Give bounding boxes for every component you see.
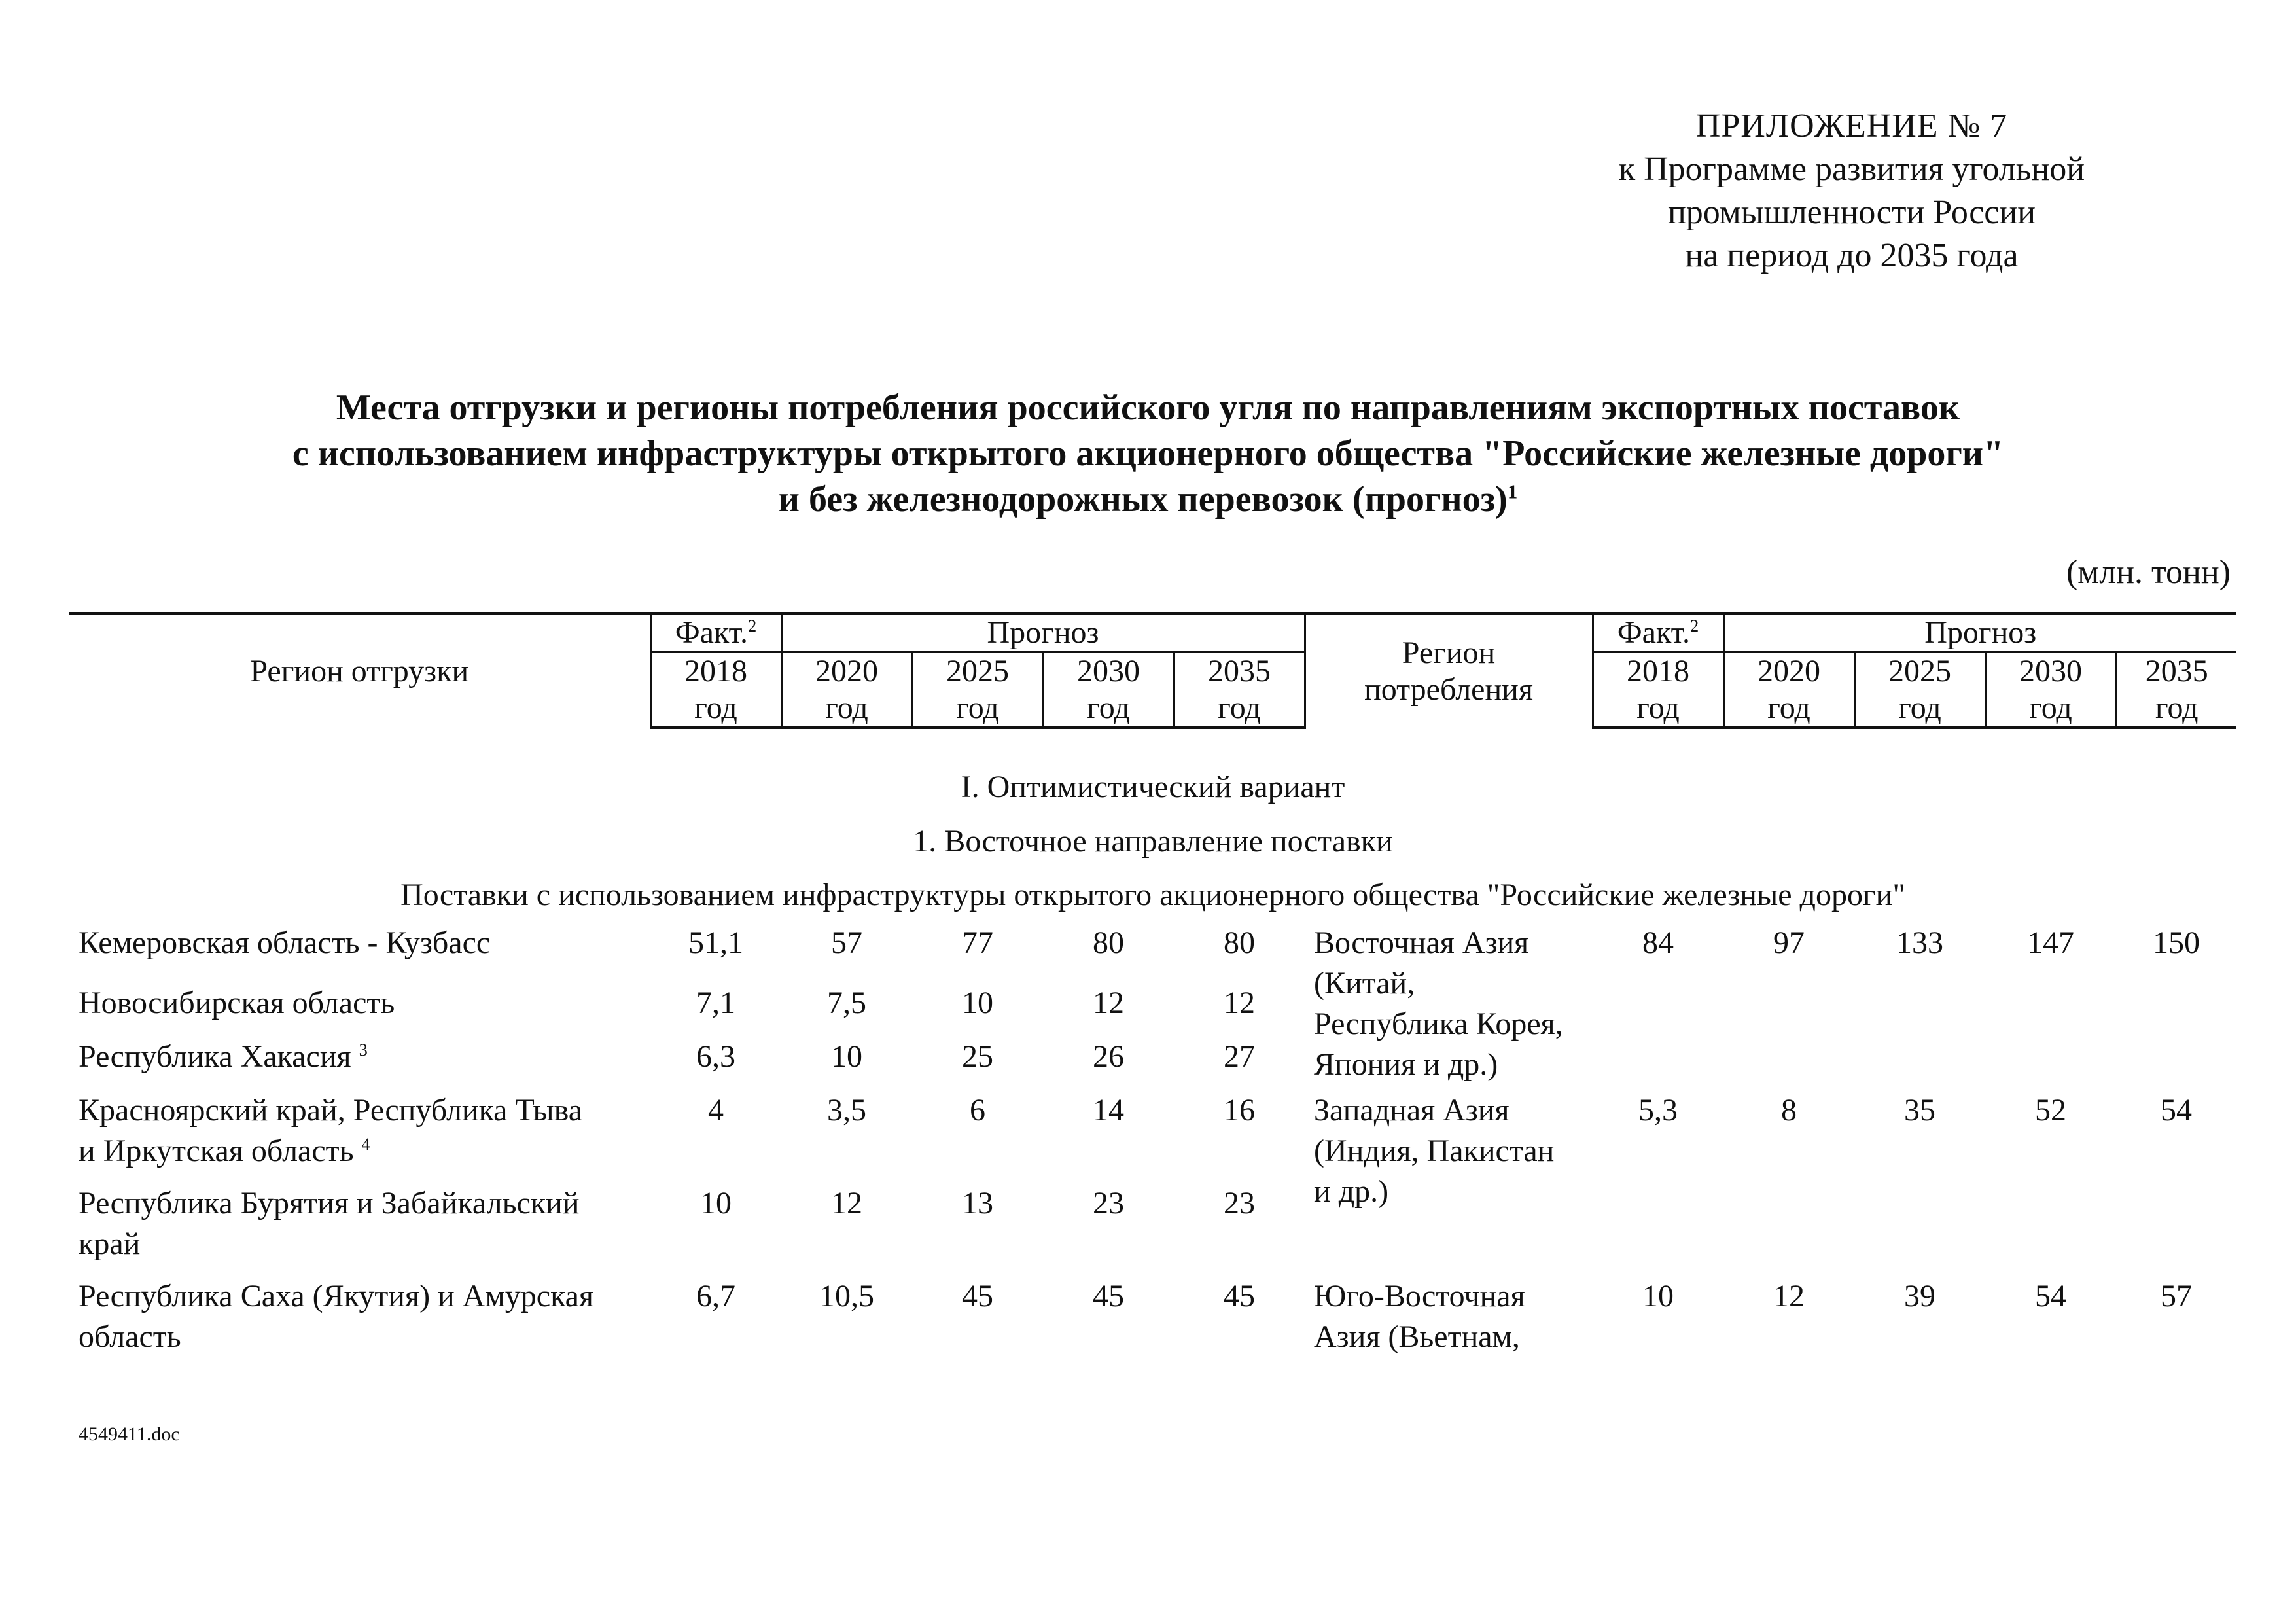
- value-cell: 6,7: [696, 1279, 735, 1313]
- value-cell: 45: [1093, 1279, 1124, 1313]
- units-label: (млн. тонн): [2066, 554, 2231, 591]
- header-forecast-right: Прогноз: [1723, 613, 2236, 652]
- value-cell: 10: [831, 1039, 862, 1074]
- value-cell: 23: [1093, 1186, 1124, 1221]
- shipment-region: Кемеровская область - Кузбасс: [79, 925, 491, 960]
- value-cell: 26: [1093, 1039, 1124, 1074]
- consumption-region: Восточная Азия (Китай, Республика Корея, Япония и др.): [1314, 925, 1563, 1082]
- value-cell: 4: [708, 1093, 724, 1128]
- value-cell: 8: [1781, 1093, 1797, 1128]
- annex-line-4: на период до 2035 года: [1685, 237, 2019, 274]
- annex-line-3: промышленности России: [1667, 194, 2036, 231]
- header-year-word: год: [912, 690, 1043, 728]
- header-region-consumption: Регион потребления: [1305, 613, 1593, 728]
- annex-heading: [1557, 105, 2146, 277]
- shipment-region: Республика Саха (Якутия) и Амурская область: [79, 1279, 594, 1354]
- value-cell: 6,3: [696, 1039, 735, 1074]
- header-year-word: год: [650, 690, 781, 728]
- data-table: [69, 923, 2236, 1361]
- value-cell: 27: [1224, 1039, 1255, 1074]
- value-cell: 54: [2161, 1093, 2192, 1128]
- section-direction: 1. Восточное направление поставки: [913, 824, 1393, 859]
- table-row: [69, 1090, 2236, 1183]
- annex-number: ПРИЛОЖЕНИЕ № 7: [1695, 107, 2008, 145]
- header-year-2025-right: 2025: [1854, 652, 1985, 690]
- header-year-word: год: [1174, 690, 1305, 728]
- table-row: [69, 1276, 2236, 1361]
- value-cell: 7,5: [827, 986, 866, 1020]
- title-footnote-mark: 1: [1507, 480, 1518, 503]
- title-line-2: с использованием инфраструктуры открытого акционерного общества "Российские железные дороги": [292, 433, 2004, 474]
- shipment-region: Республика Хакасия $^3$: [79, 1039, 368, 1074]
- header-year-2030-right: 2030: [1985, 652, 2116, 690]
- title-line-1: Места отгрузки и регионы потребления российского угля по направлениям экспортных поставок: [336, 387, 1960, 428]
- value-cell: 12: [831, 1186, 862, 1221]
- value-cell: 3,5: [827, 1093, 866, 1128]
- value-cell: 10: [700, 1186, 732, 1221]
- header-year-word: год: [1854, 690, 1985, 728]
- value-cell: 147: [2027, 925, 2074, 960]
- value-cell: 45: [962, 1279, 993, 1313]
- header-year-2030-left: 2030: [1043, 652, 1174, 690]
- header-year-2020-left: 2020: [781, 652, 912, 690]
- consumption-region: Западная Азия (Индия, Пакистан и др.): [1314, 1093, 1555, 1209]
- value-cell: 54: [2035, 1279, 2066, 1313]
- header-year-2018-right: 2018: [1593, 652, 1723, 690]
- value-cell: 10: [1642, 1279, 1674, 1313]
- value-cell: 51,1: [688, 925, 743, 960]
- value-cell: 23: [1224, 1186, 1255, 1221]
- footer-filename: 4549411.doc: [79, 1423, 180, 1445]
- value-cell: 10,5: [819, 1279, 874, 1313]
- header-year-2025-left: 2025: [912, 652, 1043, 690]
- title-line-3: и без железнодорожных перевозок (прогноз): [778, 479, 1508, 520]
- value-cell: 150: [2153, 925, 2200, 960]
- shipment-region: Красноярский край, Республика Тыва и Иркутская область $^4$: [79, 1093, 582, 1168]
- table-header: [69, 612, 2236, 729]
- value-cell: 13: [962, 1186, 993, 1221]
- header-year-word: год: [1723, 690, 1854, 728]
- value-cell: 97: [1773, 925, 1805, 960]
- header-year-2018-left: 2018: [650, 652, 781, 690]
- header-year-word: год: [781, 690, 912, 728]
- value-cell: 12: [1224, 986, 1255, 1020]
- value-cell: 12: [1093, 986, 1124, 1020]
- value-cell: 80: [1093, 925, 1124, 960]
- value-cell: 77: [962, 925, 993, 960]
- annex-line-2: к Программе развития угольной: [1618, 151, 2085, 188]
- document-title: [131, 385, 2165, 522]
- header-year-word: год: [2116, 690, 2236, 728]
- value-cell: 84: [1642, 925, 1674, 960]
- table-row: [69, 923, 2236, 983]
- header-year-2020-right: 2020: [1723, 652, 1854, 690]
- header-forecast-left: Прогноз: [781, 613, 1305, 652]
- consumption-region: Юго-Восточная Азия (Вьетнам,: [1314, 1279, 1525, 1354]
- header-region-shipment: Регион отгрузки: [69, 613, 650, 728]
- header-fact-left: Факт.$^2$: [650, 613, 781, 652]
- value-cell: 35: [1904, 1093, 1935, 1128]
- value-cell: 133: [1896, 925, 1943, 960]
- value-cell: 39: [1904, 1279, 1935, 1313]
- value-cell: 16: [1224, 1093, 1255, 1128]
- value-cell: 52: [2035, 1093, 2066, 1128]
- header-year-word: год: [1043, 690, 1174, 728]
- value-cell: 57: [831, 925, 862, 960]
- value-cell: 45: [1224, 1279, 1255, 1313]
- value-cell: 25: [962, 1039, 993, 1074]
- header-fact-right: Факт.$^2$: [1593, 613, 1723, 652]
- header-year-2035-left: 2035: [1174, 652, 1305, 690]
- value-cell: 10: [962, 986, 993, 1020]
- header-year-word: год: [1593, 690, 1723, 728]
- value-cell: 5,3: [1638, 1093, 1678, 1128]
- section-variant: I. Оптимистический вариант: [961, 770, 1345, 804]
- value-cell: 80: [1224, 925, 1255, 960]
- value-cell: 12: [1773, 1279, 1805, 1313]
- title-line-3-wrap: [131, 476, 2165, 522]
- value-cell: 6: [970, 1093, 985, 1128]
- value-cell: 57: [2161, 1279, 2192, 1313]
- section-subsection: Поставки с использованием инфраструктуры открытого акционерного общества "Российские железные дороги": [400, 878, 1905, 912]
- shipment-region: Новосибирская область: [79, 986, 395, 1020]
- value-cell: 7,1: [696, 986, 735, 1020]
- value-cell: 14: [1093, 1093, 1124, 1128]
- header-year-2035-right: 2035: [2116, 652, 2236, 690]
- header-year-word: год: [1985, 690, 2116, 728]
- shipment-region: Республика Бурятия и Забайкальский край: [79, 1186, 580, 1261]
